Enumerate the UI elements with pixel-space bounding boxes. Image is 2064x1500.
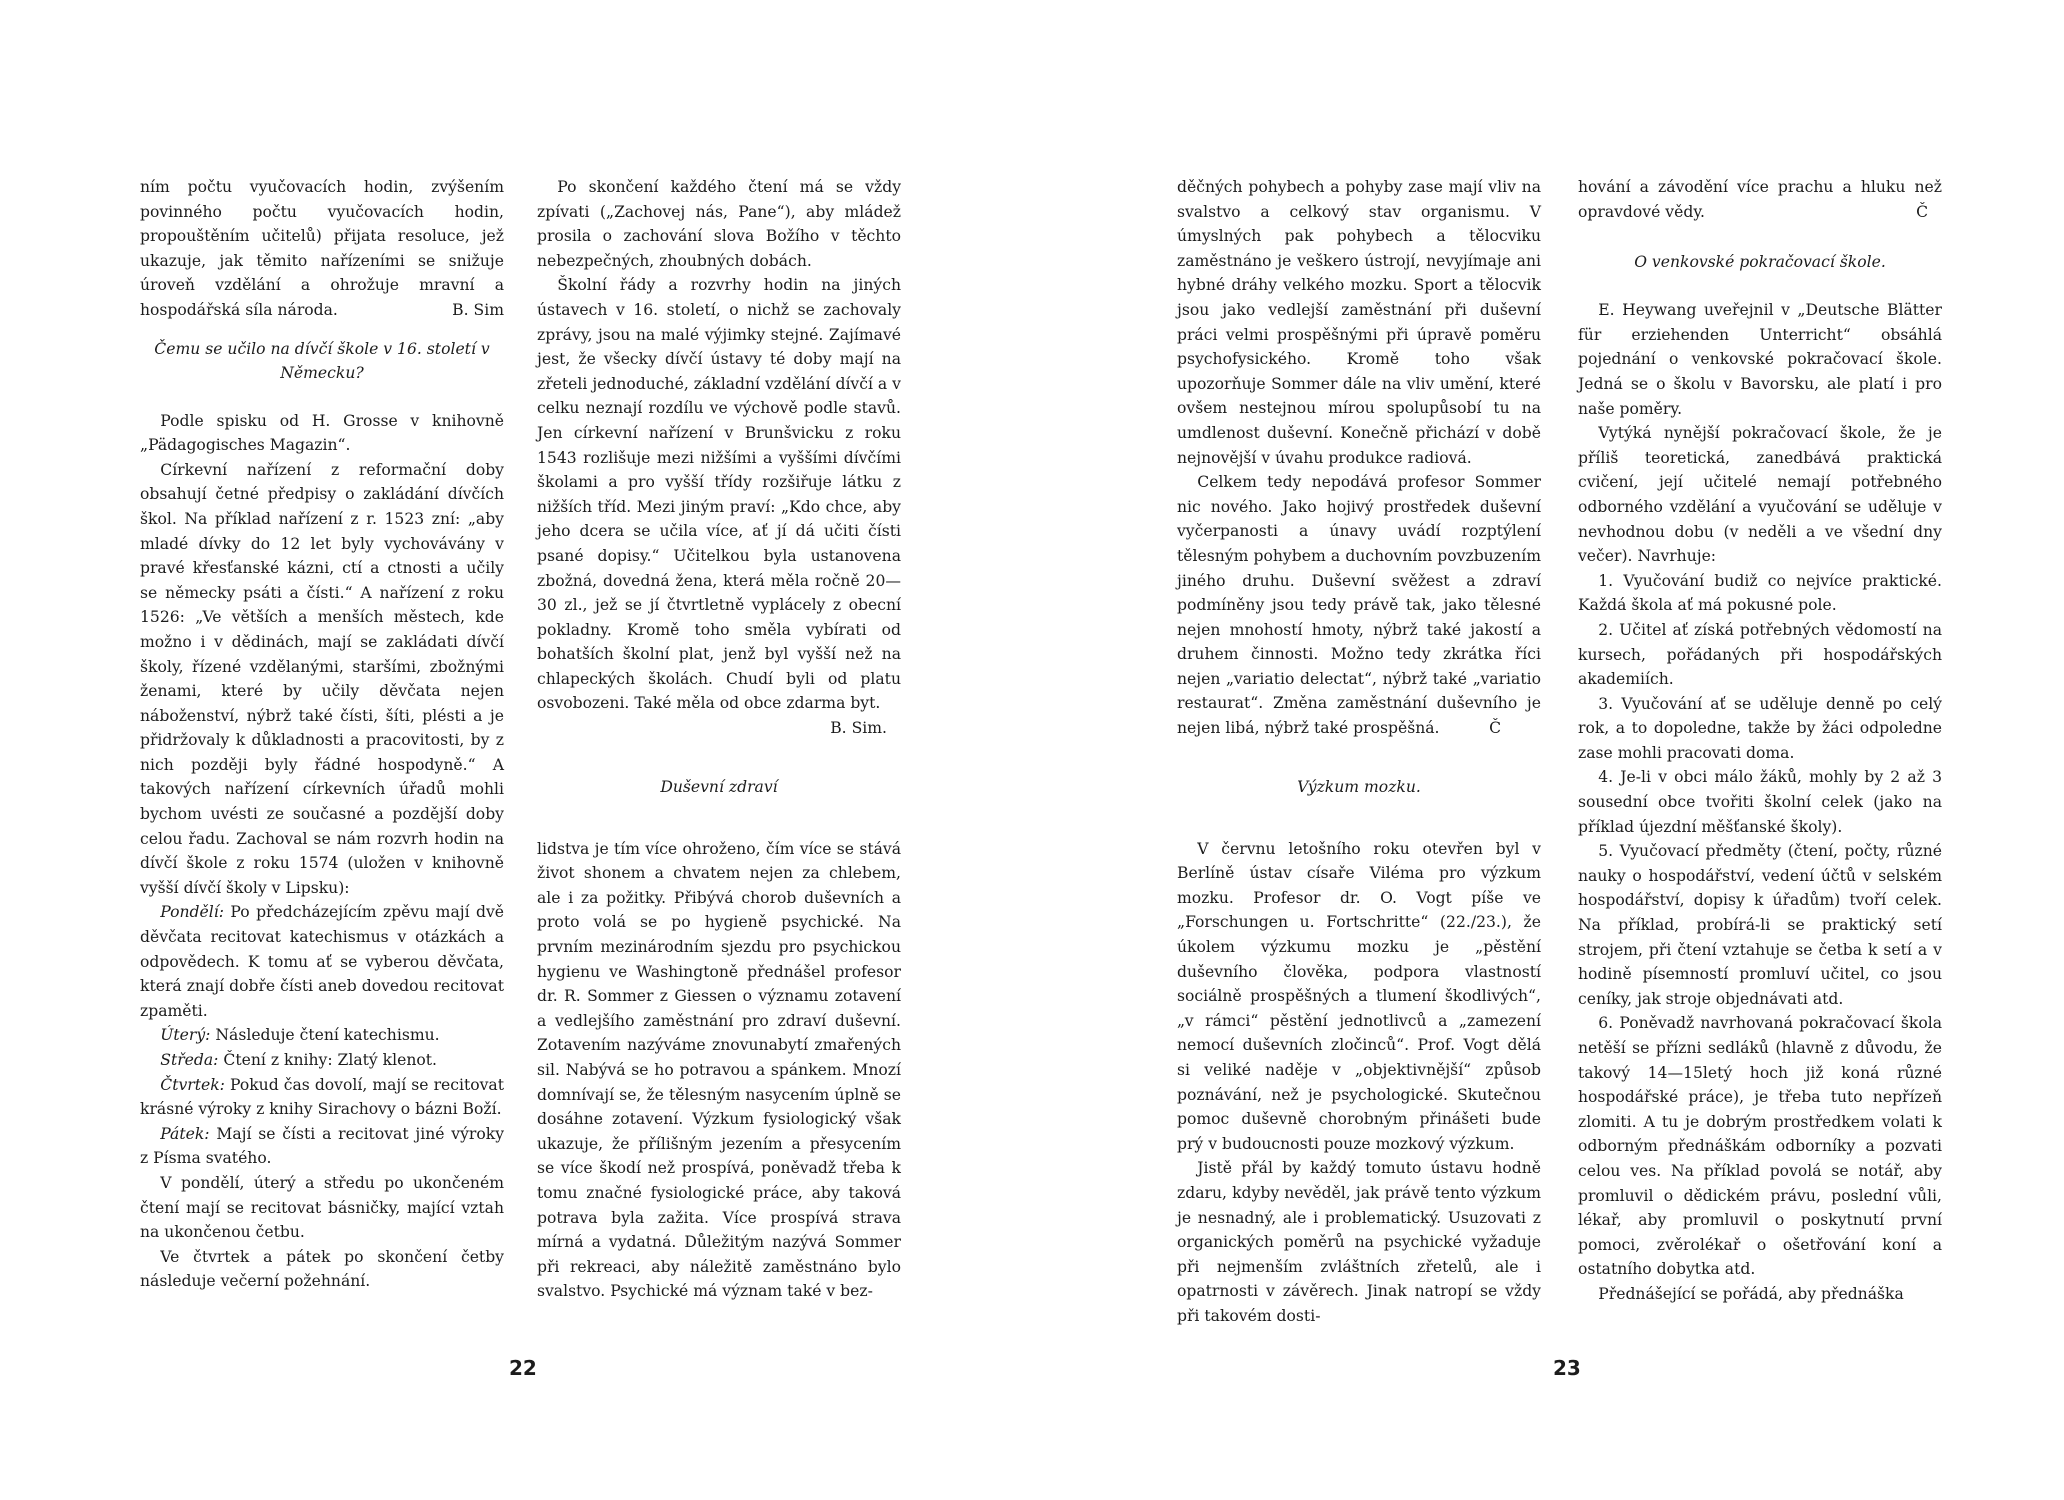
left-page-column-2 [537,175,901,1304]
paragraph: Vytýká nynější pokračovací škole, že je příliš teoretická, zanedbává praktická cvičení, její učitelé nemají potřebného odborného vzdělání a vyučování se uděluje v nevhodnou dobu (v neděli a ve všední dny večer). Navrhuje: [1578,424,1942,566]
list-item: 3. Vyučování ať se uděluje denně po celý rok, a to dopoledne, takže by žáci odpoledne zase mohli pracovati doma. [1578,694,1942,762]
day-label: Čtvrtek: [160,1075,225,1094]
paragraph: lidstva je tím více ohroženo, čím více se stává život shonem a chvatem nejen za chlebem, ale i za požitky. Přibývá chorob duševních a proto volá se po hygieně psychické. Na prvním mezinárodním sjezdu pro psychickou hygienu ve Washingtoně přednášel profesor dr. R. Sommer z Giessen o významu zotavení a vedlejšího zaměstnání pro zdraví duševní. Zotavením nazýváme znovunabytí zmařených sil. Nabývá se ho potravou a spánkem. Mnozí domnívají se, že tělesným nasycením úplně se dosáhne zotavení. Výzkum fysiologický však ukazuje, že přílišným jezením a přesycením se více škodí než prospívá, poněvadž třeba k tomu značné fysiologické práce, aby taková potrava byla zažita. Více prospívá strava mírná a vydatná. Důležitým nazývá Sommer při rekreaci, aby náležitě zaměstnáno bylo svalstvo. Psychické má význam také v bez- [537,839,901,1301]
paragraph: E. Heywang uveřejnil v „Deutsche Blätter für erziehenden Unterricht“ obsáhlá pojednání o venkovské pokračovací škole. Jedná se o školu v Bavorsku, ale platí i pro naše poměry. [1578,301,1942,418]
paragraph: Po skončení každého čtení má se vždy zpívati („Zachovej nás, Pane“), aby mládež prosila o zachování slova Božího v těchto nebezpečných, zhoubných dobách. [537,178,901,270]
day-label: Pondělí: [160,903,224,922]
page-number-right: 23 [1553,1356,1581,1380]
paragraph: ním počtu vyučovacích hodin, zvýšením povinného počtu vyučovacích hodin, propouštěním učitelů) přijata resoluce, jež ukazuje, jak těmito nařízeními se snižuje úroveň vzdělání a ohrožuje mravní a hospodářská síla národa. B. Sim [140,175,504,323]
schedule-monday: Pondělí: Po předcházejícím zpěvu mají dvě děvčata recitovat katechismus v otázkách a odpovědech. K tomu ať se vyberou děvčata, která znají dobře čísti aneb dovedou recitovat zpaměti. [140,903,504,1020]
paragraph: Celkem tedy nepodává profesor Sommer nic nového. Jako hojivý prostředek duševní vyčerpanosti a únavy uvádí rozptýlení tělesným pohybem a duchovním povzbuzením jiného druhu. Duševní svěžest a zdraví podmíněny jsou tedy právě tak, jako tělesné nejen mnohostí hmoty, nýbrž také jakostí a druhem činnosti. Možno tedy zkrátka říci nejen „variatio delectat“, nýbrž také „variatio restaurat“. Změna zaměstnání duševního je nejen libá, nýbrž také prospěšná. Č [1177,470,1541,741]
signature: B. Sim [452,300,504,319]
paragraph: Podle spisku od H. Grosse v knihovně „Pädagogisches Magazin“. [140,411,504,455]
page-number-left: 22 [509,1356,537,1380]
paragraph: děčných pohybech a pohyby zase mají vliv na svalstvo a celkový stav organismu. V úmyslných pak pohybech a tělocviku zaměstnáno je veškero ústrojí, nevyjímaje ani hybné dráhy velkého mozku. Sport a tělocvik jsou jako vedlejší zaměstnání při duševní práci velmi prospěšnými při úpravě poměru psychofysického. Kromě toho však upozorňuje Sommer dále na vliv umění, které ovšem nestejnou mírou spolupůsobí tu na umdlenost duševní. Konečně přichází v době nejnovější v úvahu produkce radiová. [1177,178,1541,467]
section-heading: O venkovské pokračovací škole. [1634,253,1886,272]
section-heading: Výzkum mozku. [1297,777,1421,796]
signature: Č [1489,719,1501,738]
list-item: 1. Vyučování budiž co nejvíce praktické. Každá škola ať má pokusné pole. [1578,571,1942,615]
day-label: Úterý: [160,1026,211,1045]
paragraph: Církevní nařízení z reformační doby obsahují četné předpisy o zakládání dívčích škol. Na příklad nařízení z r. 1523 zní: „aby mladé dívky do 12 let byly vychovávány v pravé křesťanské kázni, ctí a ctnosti a učily se německy psáti a čísti.“ A nařízení z roku 1526: „Ve větších a menších městech, kde možno i v dědinách, mají se zakládati dívčí školy, řízené vzdělanými, staršími, zbožnými ženami, které by učily děvčata nejen náboženství, nýbrž také čísti, šíti, plésti a je přidržovaly k důkladnosti a pracovitosti, by z nich později byly řádné hospodyně.“ A takových nařízení církevních úřadů mohli bychom uvésti ze současné a pozdější doby celou řadu. Zachoval se nám rozvrh hodin na dívčí škole z roku 1574 (uložen v knihovně vyšší dívčí školy v Lipsku): [140,460,504,897]
list-item: 4. Je-li v obci málo žáků, mohly by 2 až 3 sousední obce tvořiti školní celek (jako na příklad újezdní měšťanské školy). [1578,768,1942,836]
list-item: 6. Poněvadž navrhovaná pokračovací škola netěší se přízni sedláků (hlavně z důvodu, že takový 14—15letý hoch již koná různé hospodářské práce), je třeba tuto nepřízeň zlomiti. A tu je dobrým prostředkem volati k odborným přednáškám odborníky a pozvati celou ves. Na příklad povolá se notář, aby promluvil o dědickém právu, poslední vůli, lékař, aby promluvil o poskytnutí první pomoci, zvěrolékař o ošetřování koní a ostatního dobytka atd. [1578,1014,1942,1279]
left-page-column-1 [140,175,504,1294]
list-item: 2. Učitel ať získá potřebných vědomostí na kursech, pořádaných při hospodářských akademiích. [1578,620,1942,689]
schedule-wednesday: Středa: Čtení z knihy: Zlatý klenot. [160,1051,438,1069]
list-item: 5. Vyučovací předměty (čtení, počty, různé nauky o hospodářství, vedení účtů v selském hospodářství, dopisy k úřadům) tvoří celek. Na příklad, probírá-li se praktický setí strojem, při čtení vztahuje se četba k setí a v hodině písemností promluví učitel, co jsou ceníky, jak stroje objednávati atd. [1578,842,1942,1008]
day-label: Pátek: [160,1124,210,1143]
paragraph: Školní řády a rozvrhy hodin na jiných ústavech v 16. století, o nichž se zachovaly zprávy, jsou na malé výjimky stejné. Zajímavé jest, že všecky dívčí ústavy té doby mají na zřeteli jednoduché, základní vzdělání dívčí a v celku neznají rozdílu ve výchově podle stavů. Jen církevní nařízení v Brunšvicku z roku 1543 rozlišuje mezi nižšími a vyššími dívčími školami a pro vyšší třídy rozšiřuje látku z nižších tříd. Mezi jiným praví: „Kdo chce, aby jeho dcera se učila více, ať jí dá učiti čísti psané dopisy.“ Učitelkou byla ustanovena zbožná, dovedná žena, která měla ročně 20—30 zl., jež se jí čtvrtletně vyplácely z obecní pokladny. Kromě toho směla vybírati od bohatších školní plat, jenž byl vyšší než na chlapeckých školách. Chudí byli od platu osvobozeni. Také měla od obce zdarma byt. B. Sim. [537,273,901,716]
section-heading: Duševní zdraví [660,777,778,796]
day-label: Středa: [160,1051,219,1069]
right-page-column-1 [1177,175,1541,1329]
paragraph: Přednášející se pořádá, aby přednáška [1598,1284,1904,1303]
signature: B. Sim. [830,719,887,738]
paragraph: V červnu letošního roku otevřen byl v Berlíně ústav císaře Viléma pro výzkum mozku. Profesor dr. O. Vogt píše ve „Forschungen u. Fortschritte“ (22./23.), že úkolem výzkumu mozku je „pěstění duševního člověka, podpora vlastností sociálně prospěšných a tlumení škodlivých“, „v rámci“ pěstění jednotlivců a „zamezení nemocí duševních zločinců“. Prof. Vogt dělá si veliké naděje v „objektivnější“ způsob poznávání, než je psychologické. Skutečnou pomoc duševně chorobným přinášeti bude prý v budoucnosti pouze mozkový výzkum. [1177,839,1541,1153]
paragraph: Ve čtvrtek a pátek po skončení četby následuje večerní požehnání. [140,1247,504,1291]
paragraph: V pondělí, úterý a středu po ukončeném čtení mají se recitovat básničky, mající vztah na ukončenou četbu. [140,1173,504,1242]
paragraph: hování a závodění více prachu a hluku než opravdové vědy. Č [1578,175,1942,224]
schedule-friday: Pátek: Mají se čísti a recitovat jiné výroky z Písma svatého. [140,1124,504,1168]
right-page-column-2 [1578,175,1942,1307]
schedule-tuesday: Úterý: Následuje čtení katechismu. [160,1026,440,1045]
schedule-thursday: Čtvrtek: Pokud čas dovolí, mají se recitovat krásné výroky z knihy Sirachovy o bázni Boží. [140,1075,504,1119]
section-heading: Čemu se učilo na dívčí škole v 16. století v Německu? [154,339,490,382]
signature: Č [1916,202,1928,221]
paragraph: Jistě přál by každý tomuto ústavu hodně zdaru, kdyby nevěděl, jak právě tento výzkum je nesnadný, ale i problematický. Usuzovati z organických poměrů na psychické vyžaduje při nejmenším zvláštních zřetelů, ale i opatrnosti v závěrech. Jinak natropí se vždy při takovém dosti- [1177,1159,1541,1325]
